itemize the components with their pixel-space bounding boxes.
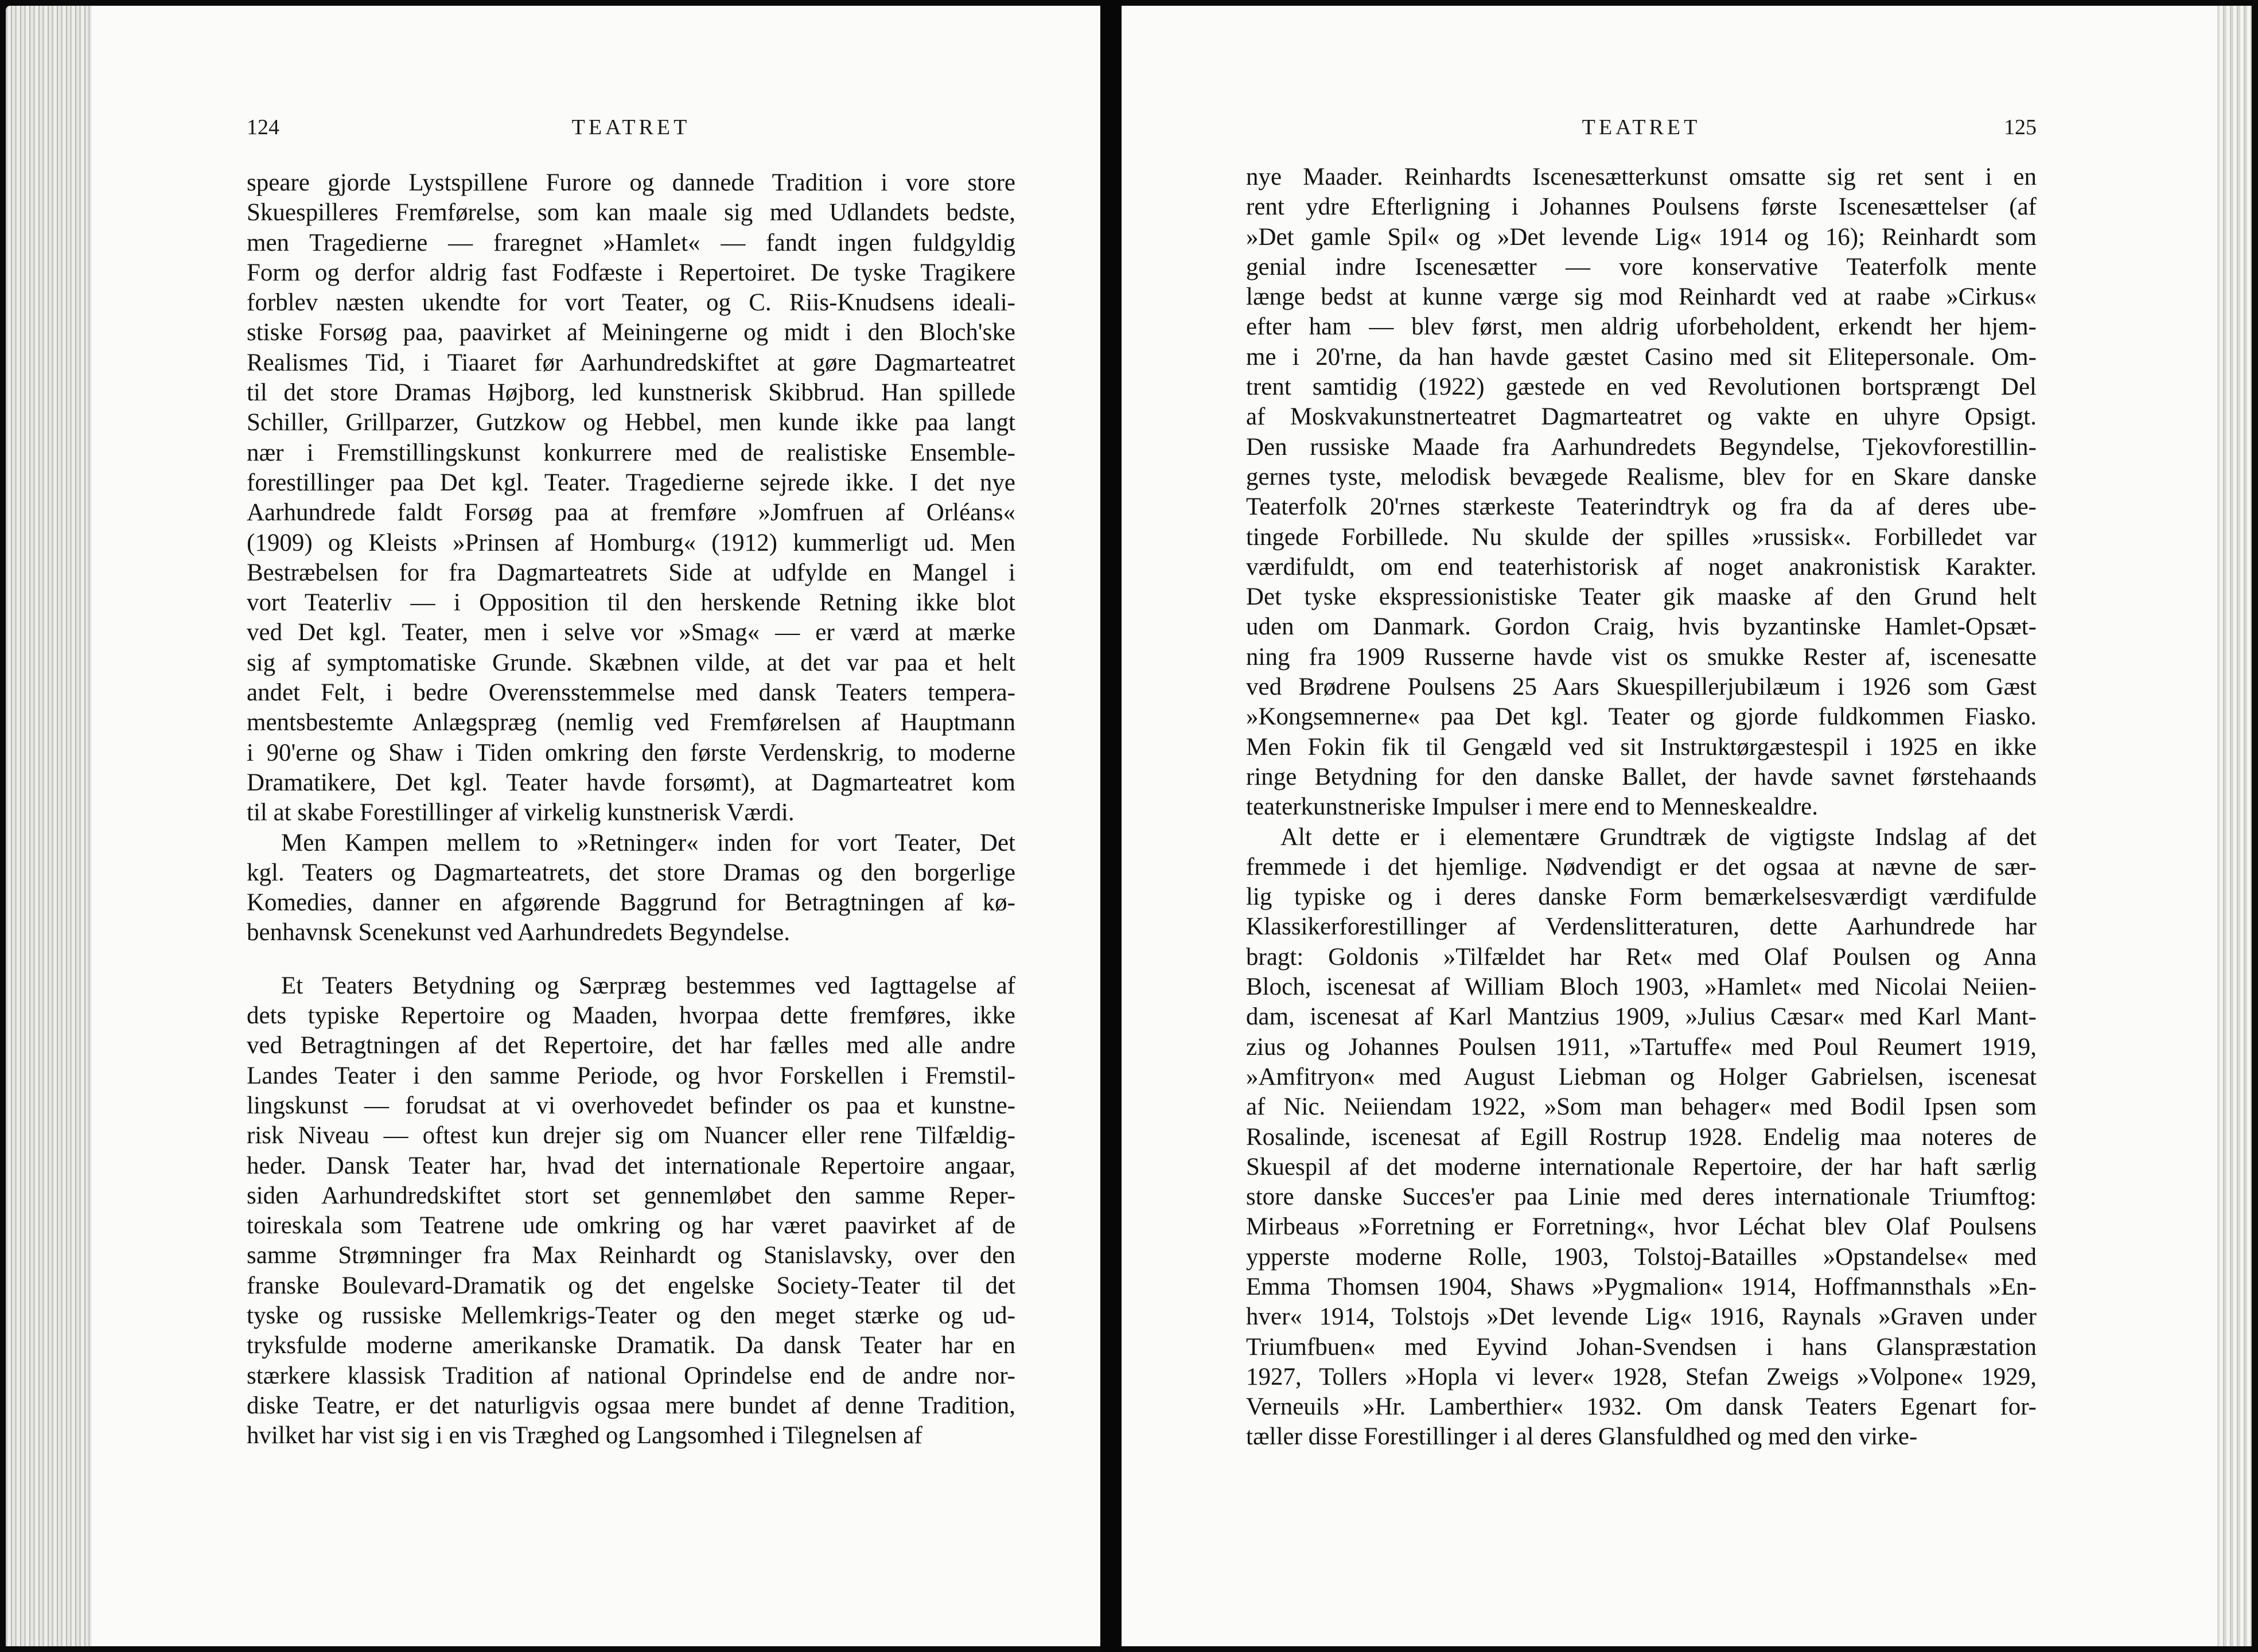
text-line: til det store Dramas Højborg, led kunstnerisk Skibbrud. Han spillede [247, 379, 1015, 407]
text-line: Rosalinde, iscenesat af Egill Rostrup 1928. Endelig maa noteres de [1246, 1123, 2037, 1151]
text-line: af Moskvakunstnerteatret Dagmarteatret og vakte en uhyre Opsigt. [1246, 403, 2037, 431]
text-line: tryksfulde moderne amerikanske Dramatik. Da dansk Teater har en [247, 1332, 1015, 1359]
text-line: (1909) og Kleists »Prinsen af Homburg« (1912) kummerligt ud. Men [247, 529, 1015, 556]
text-line: ved Det kgl. Teater, men i selve vor »Smag« — er værd at mærke [247, 619, 1015, 646]
text-line: ved Betragtningen af det Repertoire, det har fælles med alle andre [247, 1032, 1015, 1059]
text-line: ypperste moderne Rolle, 1903, Tolstoj-Batailles »Opstandelse« med [1246, 1243, 2037, 1271]
text-line: værdifuldt, om end teaterhistorisk af noget anakronistisk Karakter. [1246, 553, 2037, 580]
text-line: ning fra 1909 Russerne havde vist os smukke Rester af, iscenesatte [1246, 643, 2037, 671]
text-line: Dramatikere, Det kgl. Teater havde forsømt), at Dagmarteatret kom [247, 769, 1015, 796]
text-line: speare gjorde Lystspillene Furore og dannede Tradition i vore store [247, 169, 1015, 196]
text-line: »Amfitryon« med August Liebman og Holger Gabrielsen, iscenesat [1246, 1063, 2037, 1090]
text-line: gernes tyste, melodisk bevægede Realisme, blev for en Skare danske [1246, 463, 2037, 490]
left-running-header [247, 115, 1015, 143]
text-line: men Tragedierne — fraregnet »Hamlet« — fandt ingen fuldgyldig [247, 229, 1015, 256]
text-line: af Nic. Neiiendam 1922, »Som man behager« med Bodil Ipsen som [1246, 1093, 2037, 1121]
text-line: stærkere klassisk Tradition af national Oprindelse end de andre nor- [247, 1362, 1015, 1389]
text-line: trent samtidig (1922) gæstede en ved Revolutionen bortsprængt Del [1246, 373, 2037, 401]
paragraph [247, 828, 1015, 948]
text-line: Klassikerforestillinger af Verdenslitteraturen, dette Aarhundrede har [1246, 913, 2037, 941]
text-line: ved Brødrene Poulsens 25 Aars Skuespillerjubilæum i 1926 som Gæst [1246, 673, 2037, 701]
text-line: diske Teatre, er det naturligvis ogsaa mere bundet af denne Tradition, [247, 1392, 1015, 1419]
page-edge-stack [6, 6, 92, 1646]
text-line: »Det gamle Spil« og »Det levende Lig« 1914 og 16); Reinhardt som [1246, 223, 2037, 251]
text-line: 1927, Tollers »Hopla vi lever« 1928, Stefan Zweigs »Volpone« 1929, [1246, 1363, 2037, 1390]
text-line: Aarhundrede faldt Forsøg paa at fremføre »Jomfruen af Orléans« [247, 499, 1015, 527]
text-line: fremmede i det hjemlige. Nødvendigt er det ogsaa at nævne de sær- [1246, 853, 2037, 880]
book-spine [1100, 0, 1122, 1652]
text-line: genial indre Iscenesætter — vore konservative Teaterfolk mente [1246, 253, 2037, 280]
paragraph [1246, 162, 2037, 823]
text-line: bragt: Goldonis »Tilfældet har Ret« med Olaf Poulsen og Anna [1246, 943, 2037, 971]
text-line: Men Fokin fik til Gengæld ved sit Instruktørgæstespil i 1925 en ikke [1246, 733, 2037, 761]
text-line: Triumfbuen« med Eyvind Johan-Svendsen i hans Glanspræstation [1246, 1333, 2037, 1361]
left-running-head: TEATRET [571, 115, 691, 139]
text-line: kgl. Teaters og Dagmarteatrets, det store Dramas og den borgerlige [247, 859, 1015, 886]
text-line: Komedies, danner en afgørende Baggrund for Betragtningen af kø- [247, 889, 1015, 917]
paragraph [1246, 823, 2037, 1452]
text-line: samme Strømninger fra Max Reinhardt og Stanislavsky, over den [247, 1242, 1015, 1269]
text-line: heder. Dansk Teater har, hvad det internationale Repertoire angaar, [247, 1152, 1015, 1179]
text-line: Schiller, Grillparzer, Gutzkow og Hebbel, men kunde ikke paa langt [247, 409, 1015, 437]
text-line: Men Kampen mellem to »Retninger« inden for vort Teater, Det [281, 829, 1015, 856]
text-line: forestillinger paa Det kgl. Teater. Tragedierne sejrede ikke. I det nye [247, 469, 1015, 496]
text-line: dam, iscenesat af Karl Mantzius 1909, »Julius Cæsar« med Karl Mant- [1246, 1003, 2037, 1031]
text-line: nye Maader. Reinhardts Iscenesætterkunst omsatte sig ret sent i en [1246, 163, 2037, 190]
text-line: Skuespilleres Fremførelse, som kan maale sig med Udlandets bedste, [247, 199, 1015, 227]
text-line: Emma Thomsen 1904, Shaws »Pygmalion« 1914, Hoffmannsthals »En- [1246, 1273, 2037, 1300]
text-line: toireskala som Teatrene ude omkring og har været paavirket af de [247, 1212, 1015, 1240]
text-line: Den russiske Maade fra Aarhundredets Begyndelse, Tjekovforestillin- [1246, 433, 2037, 461]
text-line: i 90'erne og Shaw i Tiden omkring den første Verdenskrig, to moderne [247, 739, 1015, 766]
text-line: efter ham — blev først, men aldrig uforbeholdent, erkendt her hjem- [1246, 313, 2037, 341]
paragraph [247, 168, 1015, 828]
right-running-head: TEATRET [1582, 115, 1701, 139]
text-line: Form og derfor aldrig fast Fodfæste i Repertoiret. De tyske Tragikere [247, 259, 1015, 286]
page-edge-stack-right [2217, 6, 2252, 1646]
text-line: mentsbestemte Anlægspræg (nemlig ved Fremførelsen af Hauptmann [247, 709, 1015, 737]
text-line: risk Niveau — oftest kun drejer sig om Nuancer eller rene Tilfældig- [247, 1122, 1015, 1150]
text-line: længe bedst at kunne værge sig mod Reinhardt ved at raabe »Cirkus« [1246, 283, 2037, 311]
text-line: Landes Teater i den samme Periode, og hvor Forskellen i Fremstil- [247, 1062, 1015, 1089]
text-line: Alt dette er i elementære Grundtræk de vigtigste Indslag af det [1280, 823, 2037, 851]
text-line: tingede Forbillede. Nu skulde der spilles »russisk«. Forbilledet var [1246, 523, 2037, 551]
text-line: teaterkunstneriske Impulser i mere end to Menneskealdre. [1246, 793, 1818, 821]
text-line: Bloch, iscenesat af William Bloch 1903, »Hamlet« med Nicolai Neiien- [1246, 973, 2037, 1001]
text-line: rent ydre Efterligning i Johannes Poulsens første Iscenesættelser (af [1246, 193, 2037, 221]
right-body-text [1246, 162, 2037, 1452]
text-line: ringe Betydning for den danske Ballet, der havde savnet førstehaands [1246, 763, 2037, 790]
text-line: lig typiske og i deres danske Form bemærkelsesværdigt værdifulde [1246, 883, 2037, 911]
paragraph [247, 971, 1015, 1451]
text-line: andet Felt, i bedre Overensstemmelse med dansk Teaters tempera- [247, 679, 1015, 707]
text-line: stiske Forsøg paa, paavirket af Meiningerne og midt i den Bloch'ske [247, 319, 1015, 346]
right-page [1122, 6, 2252, 1646]
text-line: Teaterfolk 20'rnes stærkeste Teaterindtryk og fra da af deres ube- [1246, 493, 2037, 521]
left-body-text [247, 168, 1015, 1451]
text-line: hvilket har vist sig i en vis Træghed og Langsomhed i Tilegnelsen af [247, 1422, 922, 1450]
text-line: nær i Fremstillingskunst konkurrere med de realistiske Ensemble- [247, 439, 1015, 466]
text-line: siden Aarhundredskiftet stort set gennemløbet den samme Reper- [247, 1182, 1015, 1209]
left-page [6, 6, 1100, 1646]
text-line: forblev næsten ukendte for vort Teater, og C. Riis-Knudsens ideali- [247, 289, 1015, 317]
text-line: til at skabe Forestillinger af virkelig kunstnerisk Værdi. [247, 799, 795, 827]
text-line: vort Teaterliv — i Opposition til den herskende Retning ikke blot [247, 589, 1015, 617]
right-page-number: 125 [2004, 115, 2037, 139]
right-running-header [1246, 115, 2037, 143]
text-line: benhavnsk Scenekunst ved Aarhundredets Begyndelse. [247, 919, 790, 946]
text-line: franske Boulevard-Dramatik og det engelske Society-Teater til det [247, 1272, 1015, 1299]
text-line: me i 20'rne, da han havde gæstet Casino med sit Elitepersonale. Om- [1246, 343, 2037, 371]
text-line: Bestræbelsen for fra Dagmarteatrets Side at udfylde en Mangel i [247, 559, 1015, 586]
text-line: »Kongsemnerne« paa Det kgl. Teater og gjorde fuldkommen Fiasko. [1246, 703, 2037, 731]
text-line: sig af symptomatiske Grunde. Skæbnen vilde, at det var paa et helt [247, 649, 1015, 676]
text-line: zius og Johannes Poulsen 1911, »Tartuffe« med Poul Reumert 1919, [1246, 1033, 2037, 1061]
text-line: tæller disse Forestillinger i al deres Glansfuldhed og med den virke- [1246, 1423, 1918, 1451]
text-line: store danske Succes'er paa Linie med deres internationale Triumftog: [1246, 1183, 2037, 1211]
text-line: hver« 1914, Tolstojs »Det levende Lig« 1916, Raynals »Graven under [1246, 1303, 2037, 1331]
left-page-number: 124 [247, 115, 279, 139]
text-line: tyske og russiske Mellemkrigs-Teater og den meget stærke og ud- [247, 1302, 1015, 1329]
text-line: Mirbeaus »Forretning er Forretning«, hvor Léchat blev Olaf Poulsens [1246, 1213, 2037, 1241]
text-line: Realismes Tid, i Tiaaret før Aarhundredskiftet at gøre Dagmarteatret [247, 349, 1015, 376]
text-line: dets typiske Repertoire og Maaden, hvorpaa dette fremføres, ikke [247, 1002, 1015, 1030]
text-line: Verneuils »Hr. Lamberthier« 1932. Om dansk Teaters Egenart for- [1246, 1393, 2037, 1421]
text-line: Det tyske ekspressionistiske Teater gik maaske af den Grund helt [1246, 583, 2037, 611]
text-line: Skuespil af det moderne internationale Repertoire, der har haft særlig [1246, 1153, 2037, 1180]
text-line: lingskunst — forudsat at vi overhovedet befinder os paa et kunstne- [247, 1092, 1015, 1119]
text-line: Et Teaters Betydning og Særpræg bestemmes ved Iagttagelse af [281, 972, 1015, 999]
text-line: uden om Danmark. Gordon Craig, hvis byzantinske Hamlet-Opsæt- [1246, 613, 2037, 641]
